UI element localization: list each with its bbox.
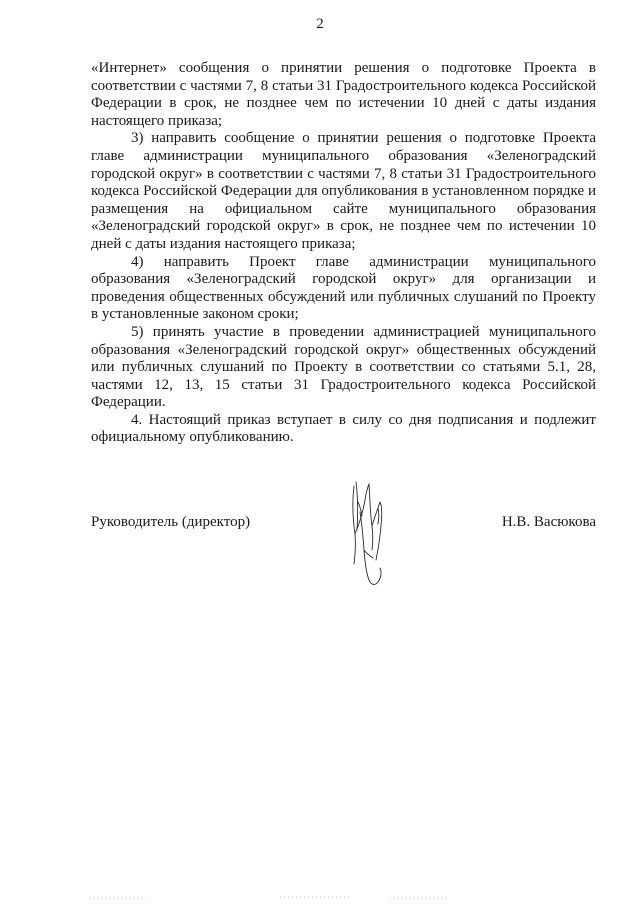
- signatory-title: Руководитель (директор): [91, 514, 251, 530]
- paragraph-clause-4: 4. Настоящий приказ вступает в силу со дня подписания и подлежит официальному опубликованию.: [91, 411, 596, 446]
- page-number: 2: [316, 16, 324, 32]
- paragraph-item-4: 4) направить Проект главе администрации муниципального образования «Зеленоградский городской округ» для организации и проведения общественных обсуждений или публичных слушаний по Проекту в установленные законом сроки;: [91, 253, 596, 323]
- handwritten-signature: [342, 472, 390, 592]
- paragraph-continuation: «Интернет» сообщения о принятии решения о подготовке Проекта в соответствии с частями 7, 8 статьи 31 Градостроительного кодекса Российской Федерации в срок, не позднее чем по истечении 10 дней с даты издания настоящего приказа;: [91, 60, 596, 129]
- paragraph-item-3: 3) направить сообщение о принятии решения о подготовке Проекта главе администрации муниципального образования «Зеленоградский городской округ» в соответствии с частями 7, 8 статьи 31 Градостроительного кодекса Российской Федерации для опубликования в установленном порядке и размещения на официальном сайте муниципального образования «Зеленоградский городской округ» в срок, не позднее чем по истечении 10 дней с даты издания настоящего приказа;: [91, 130, 596, 252]
- paragraph-item-5: 5) принять участие в проведении администрацией муниципального образования «Зеленоградский городской округ» общественных обсуждений или публичных слушаний по Проекту в соответствии со статьями 5.1, 28, частями 12, 13, 15 статьи 31 Градостроительного кодекса Российской Федерации.: [91, 323, 596, 411]
- scan-artifact: [90, 893, 550, 901]
- signatory-name: Н.В. Васюкова: [501, 514, 596, 530]
- document-body: [91, 60, 596, 447]
